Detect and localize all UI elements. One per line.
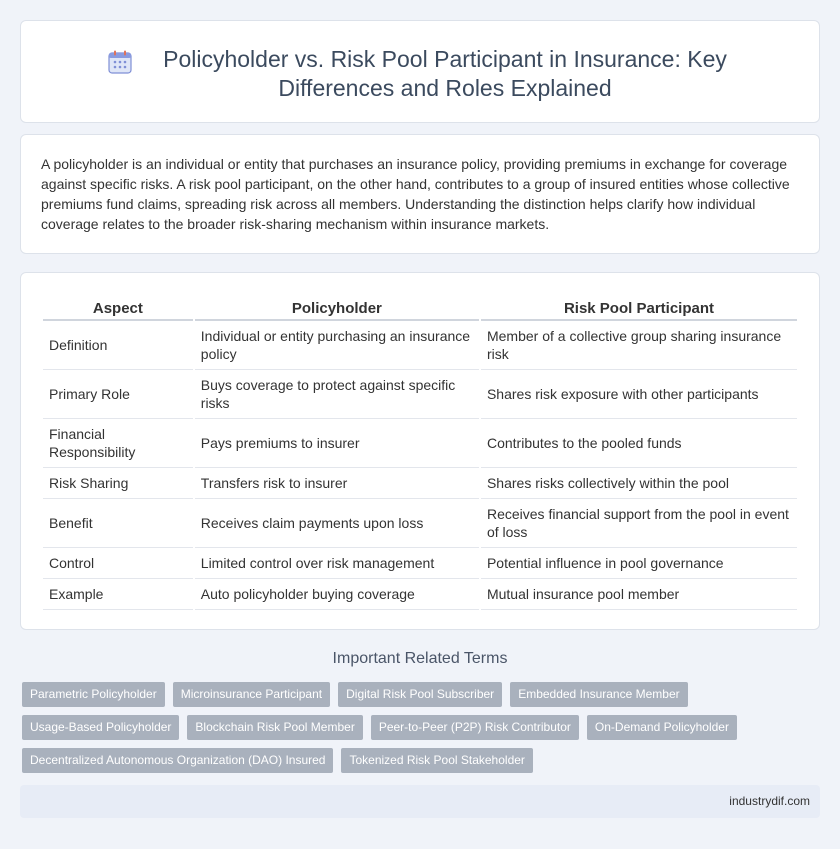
tag-row: [22, 715, 802, 740]
table-row: [43, 419, 797, 468]
table-cell: Example: [43, 579, 193, 610]
intro-paragraph: A policyholder is an individual or entity that purchases an insurance policy, providing premiums in exchange for coverage against specific risks. A risk pool participant, on the other hand, contributes to a group of insured entities whose collective premiums fund claims, spreading risk across all members. Understanding the distinction helps clarify how individual coverage relates to the broader risk-sharing mechanism within insurance markets.: [41, 156, 790, 232]
tag-link[interactable]: On-Demand Policyholder: [587, 715, 737, 740]
table-row: [43, 499, 797, 548]
footer-site-link[interactable]: industrydif.com: [729, 794, 810, 808]
table-cell: Auto policyholder buying coverage: [195, 579, 479, 610]
header-aspect: Aspect: [43, 297, 193, 321]
comparison-table: [41, 297, 799, 610]
table-cell: Transfers risk to insurer: [195, 468, 479, 499]
footer: [20, 785, 820, 818]
table-row: [43, 468, 797, 499]
table-cell: Shares risks collectively within the pool: [481, 468, 797, 499]
table-cell: Limited control over risk management: [195, 548, 479, 579]
tag-row: [22, 682, 802, 707]
tag-row: [22, 748, 802, 773]
title-card: [20, 20, 820, 123]
table-cell: Benefit: [43, 499, 193, 548]
page-title: Policyholder vs. Risk Pool Participant in Insurance: Key Differences and Roles Explained: [163, 46, 727, 101]
table-cell: Risk Sharing: [43, 468, 193, 499]
tag-link[interactable]: Peer-to-Peer (P2P) Risk Contributor: [371, 715, 579, 740]
table-cell: Shares risk exposure with other participants: [481, 370, 797, 419]
intro-card: [20, 134, 820, 254]
title-wrap: [21, 45, 819, 103]
tag-link[interactable]: Microinsurance Participant: [173, 682, 330, 707]
table-row: [43, 579, 797, 610]
table-cell: Pays premiums to insurer: [195, 419, 479, 468]
table-cell: Individual or entity purchasing an insurance policy: [195, 321, 479, 370]
tag-link[interactable]: Decentralized Autonomous Organization (DAO) Insured: [22, 748, 333, 773]
table-cell: Control: [43, 548, 193, 579]
table-cell: Receives financial support from the pool in event of loss: [481, 499, 797, 548]
table-cell: Potential influence in pool governance: [481, 548, 797, 579]
table-cell: Definition: [43, 321, 193, 370]
table-cell: Member of a collective group sharing insurance risk: [481, 321, 797, 370]
related-terms-tags: [22, 682, 802, 781]
tag-link[interactable]: Embedded Insurance Member: [510, 682, 687, 707]
header-risk-pool-participant: Risk Pool Participant: [481, 297, 797, 321]
tag-link[interactable]: Digital Risk Pool Subscriber: [338, 682, 502, 707]
header-policyholder: Policyholder: [195, 297, 479, 321]
comparison-card: [20, 272, 820, 630]
table-header-row: [43, 297, 797, 321]
table-cell: Primary Role: [43, 370, 193, 419]
table-row: [43, 321, 797, 370]
related-terms-title: Important Related Terms: [332, 650, 508, 667]
tag-link[interactable]: Blockchain Risk Pool Member: [187, 715, 362, 740]
tag-link[interactable]: Parametric Policyholder: [22, 682, 165, 707]
table-row: [43, 370, 797, 419]
table-cell: Financial Responsibility: [43, 419, 193, 468]
table-cell: Receives claim payments upon loss: [195, 499, 479, 548]
tag-link[interactable]: Tokenized Risk Pool Stakeholder: [341, 748, 532, 773]
calendar-icon: [107, 49, 133, 75]
table-cell: Contributes to the pooled funds: [481, 419, 797, 468]
table-row: [43, 548, 797, 579]
table-cell: Mutual insurance pool member: [481, 579, 797, 610]
tag-link[interactable]: Usage-Based Policyholder: [22, 715, 179, 740]
table-cell: Buys coverage to protect against specific risks: [195, 370, 479, 419]
